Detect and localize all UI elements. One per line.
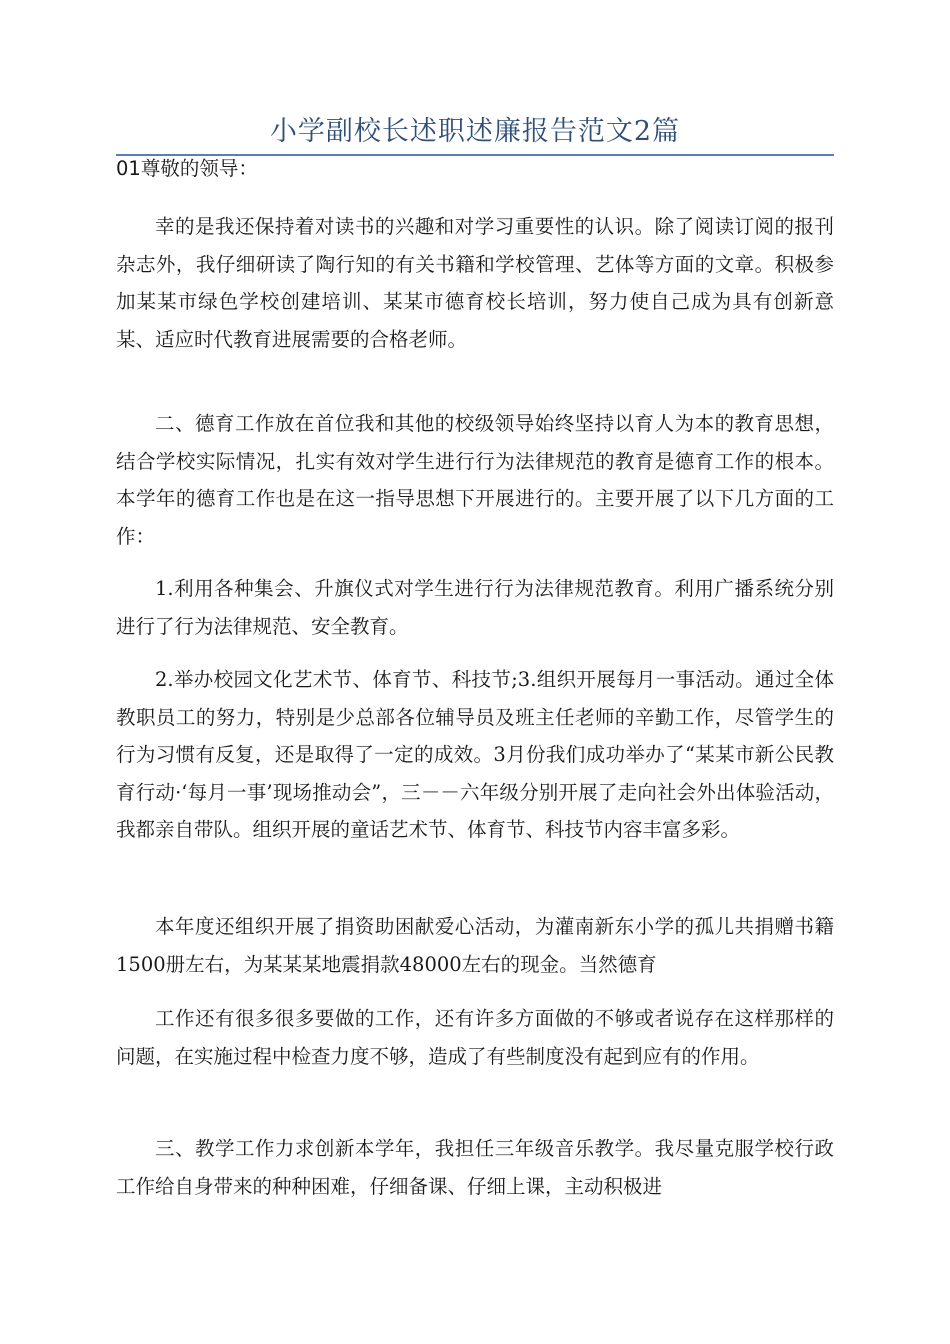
paragraph-shortcomings: 工作还有很多很多要做的工作，还有许多方面做的不够或者说存在这样那样的问题，在实施过程中检查力度不够，造成了有些制度没有起到应有的作用。 bbox=[116, 1007, 834, 1068]
paragraph-donation: 本年度还组织开展了捐资助困献爱心活动，为灌南新东小学的孤儿共捐赠书籍1500册左右，为某某某地震捐款48000左右的现金。当然德育 bbox=[116, 915, 834, 976]
paragraph-moral-education: 二、德育工作放在首位我和其他的校级领导始终坚持以育人为本的教育思想，结合学校实际情况，扎实有效对学生进行行为法律规范的教育是德育工作的根本。本学年的德育工作也是在这一指导思想下开展进行的。主要开展了以下几方面的工作： bbox=[116, 412, 834, 548]
paragraph-item-1: 1.利用各种集会、升旗仪式对学生进行行为法律规范教育。利用广播系统分别进行了行为法律规范、安全教育。 bbox=[116, 577, 834, 638]
paragraph-reading: 幸的是我还保持着对读书的兴趣和对学习重要性的认识。除了阅读订阅的报刊杂志外，我仔细研读了陶行知的有关书籍和学校管理、艺体等方面的文章。积极参加某某市绿色学校创建培训、某某市德育校长培训，努力使自己成为具有创新意某、适应时代教育进展需要的合格老师。 bbox=[116, 215, 834, 351]
paragraph-teaching: 三、教学工作力求创新本学年，我担任三年级音乐教学。我尽量克服学校行政工作给自身带来的种种困难，仔细备课、仔细上课，主动积极进 bbox=[116, 1137, 834, 1198]
paragraph-item-2: 2.举办校园文化艺术节、体育节、科技节;3.组织开展每月一事活动。通过全体教职员工的努力，特别是少总部各位辅导员及班主任老师的辛勤工作，尽管学生的行为习惯有反复，还是取得了一定的成效。3月份我们成功举办了“某某市新公民教育行动·‘每月一事’现场推动会”，三－－六年级分别开展了走向社会外出体验活动，我都亲自带队。组织开展的童话艺术节、体育节、科技节内容丰富多彩。 bbox=[116, 668, 834, 841]
salutation-text: 尊敬的领导： bbox=[140, 157, 258, 180]
salutation-number: 01 bbox=[116, 157, 141, 180]
salutation bbox=[116, 150, 258, 188]
document-title: 小学副校长述职述廉报告范文2篇 bbox=[269, 116, 681, 147]
